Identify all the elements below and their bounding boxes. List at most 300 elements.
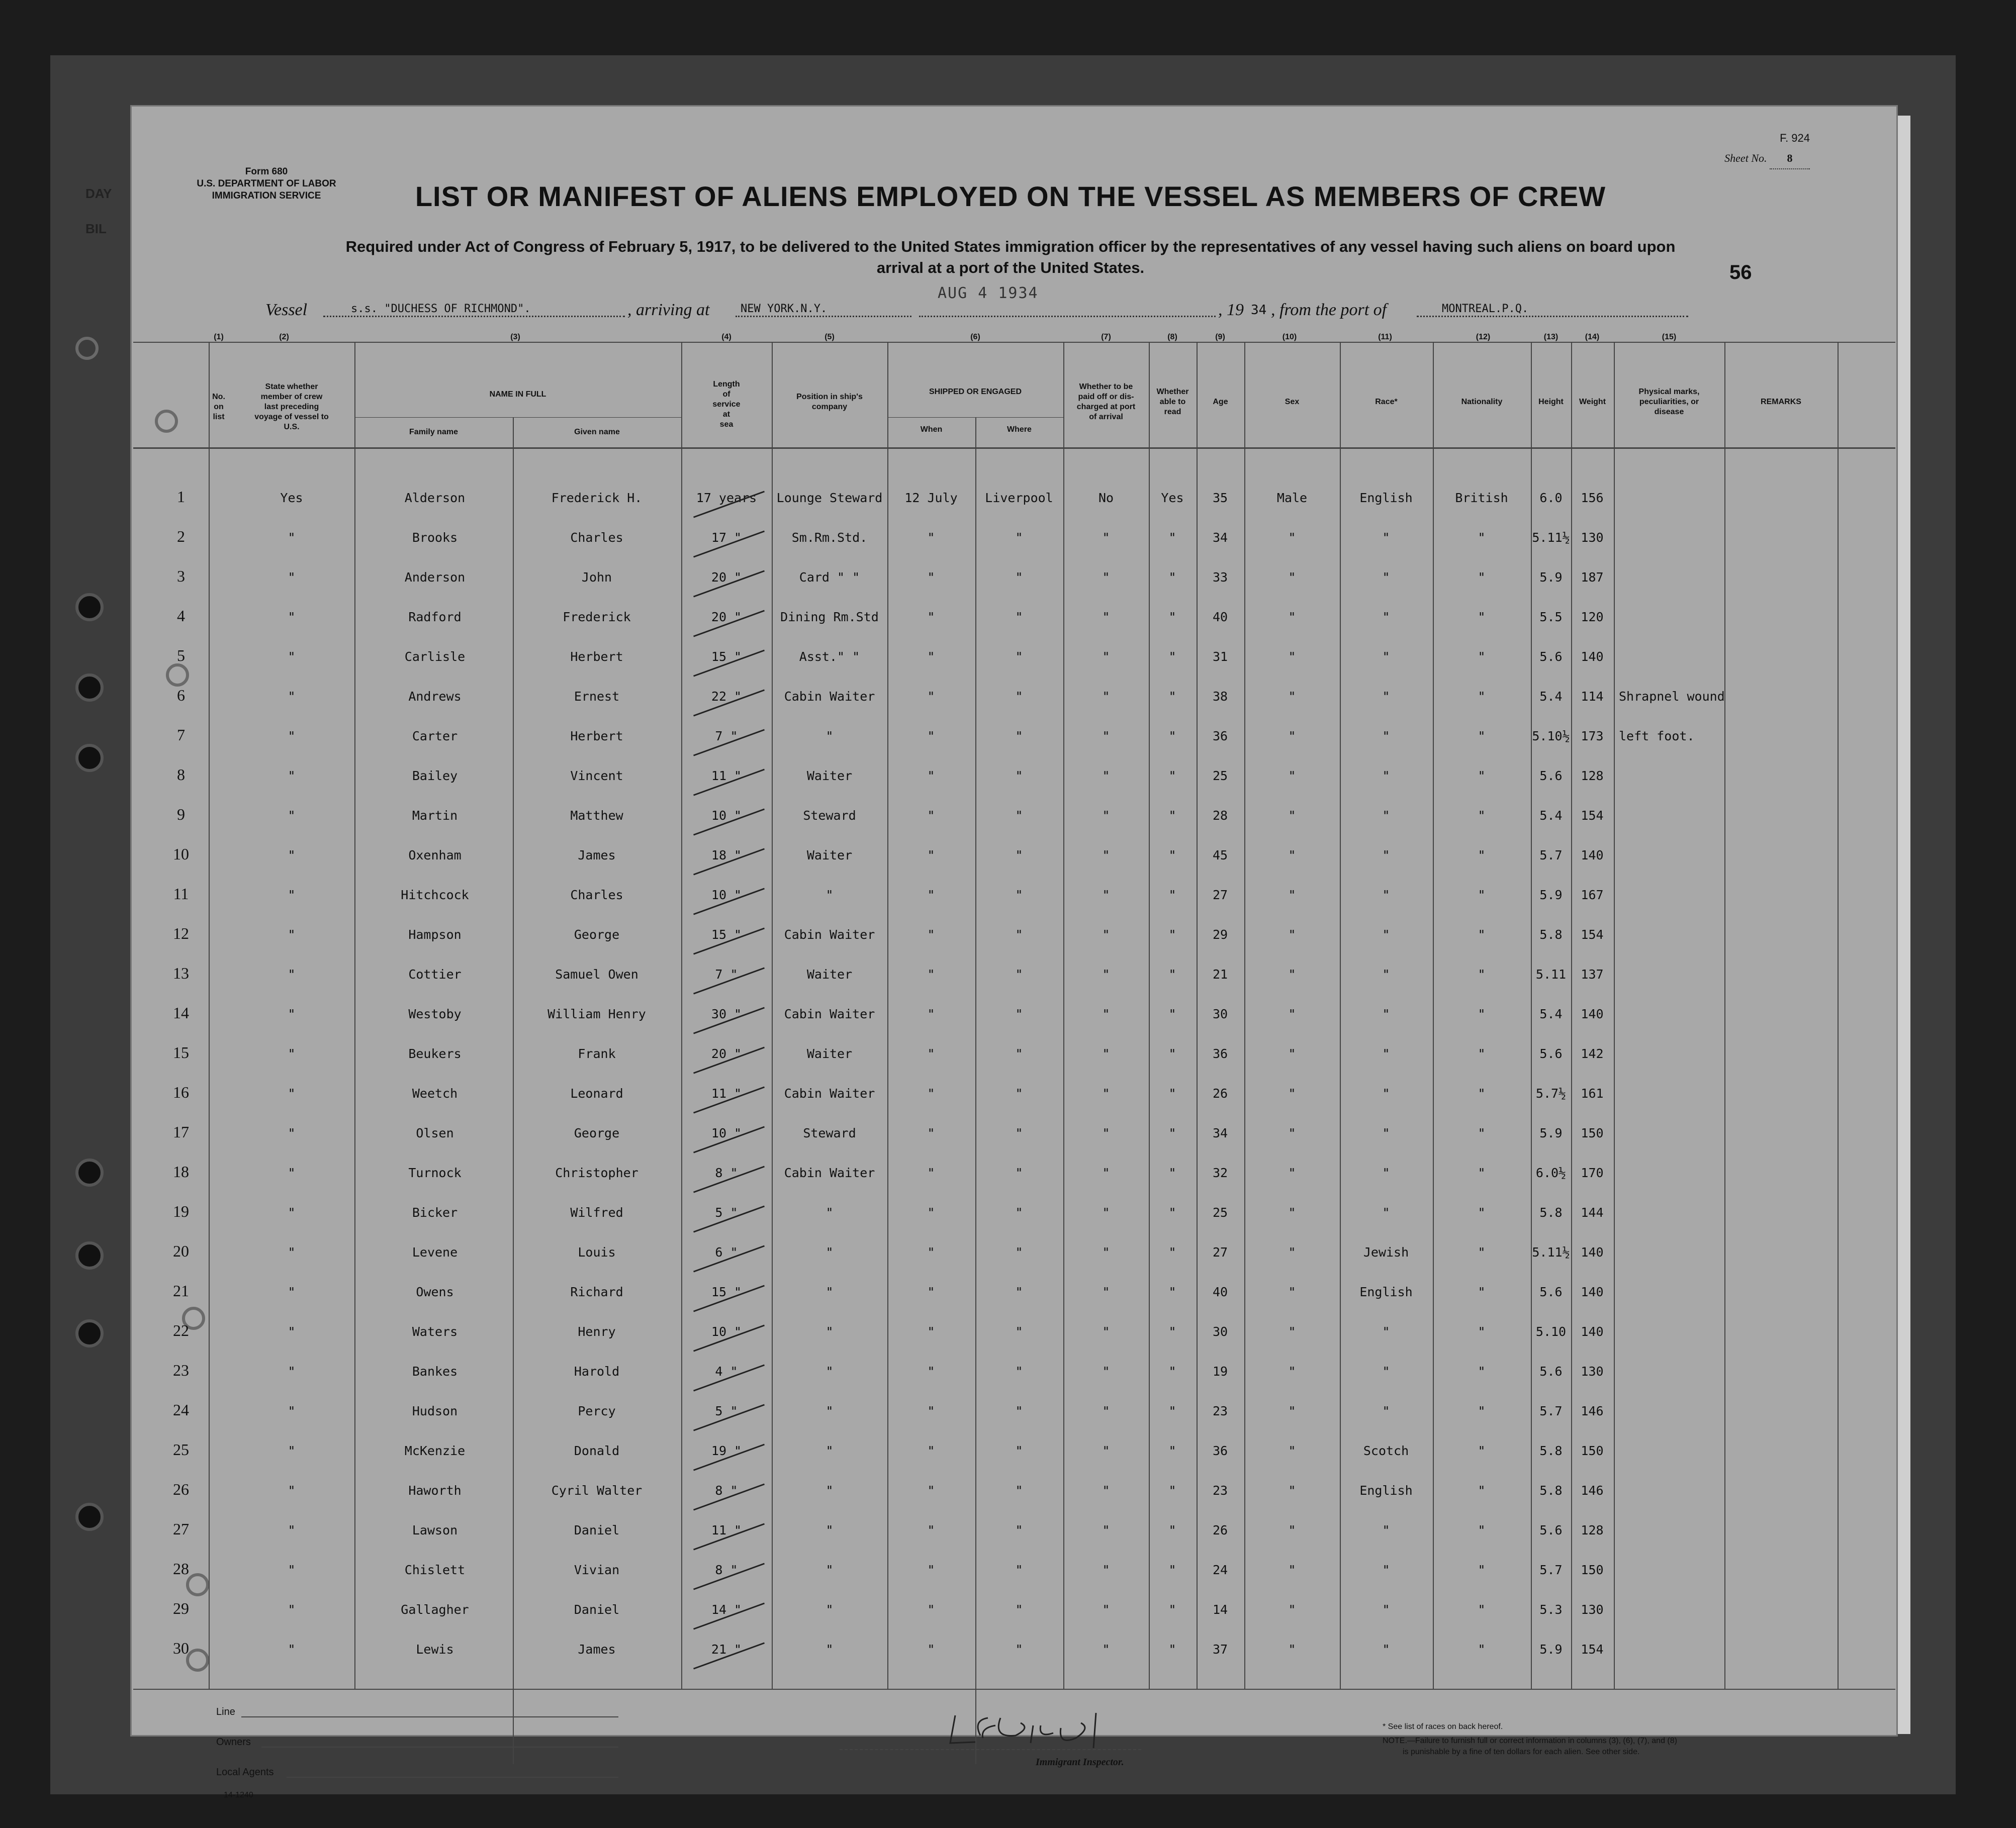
- cell-position: Sm.Rm.Std.: [791, 530, 868, 545]
- cell-when: ": [927, 1563, 935, 1577]
- cell-given: Daniel: [574, 1602, 620, 1617]
- cell-paid: ": [1102, 768, 1110, 783]
- cell-read: ": [1168, 1086, 1176, 1101]
- cell-no: 2: [177, 527, 185, 545]
- cell-height: 5.11½: [1532, 530, 1570, 545]
- vessel-label: Vessel: [265, 301, 308, 319]
- cell-no: 26: [173, 1480, 189, 1498]
- cell-family: Hampson: [408, 927, 462, 942]
- cell-no: 8: [177, 765, 185, 784]
- cell-service: 20 ": [711, 1046, 742, 1061]
- cell-sex: ": [1288, 1126, 1296, 1140]
- cell-race: ": [1382, 1086, 1390, 1101]
- cell-family: Bicker: [412, 1205, 458, 1220]
- col-num-14: (14): [1585, 333, 1600, 341]
- cell-age: 38: [1212, 689, 1228, 704]
- cell-where: ": [1015, 729, 1023, 743]
- cell-service: 7 ": [715, 967, 738, 982]
- binder-hole: [75, 1241, 104, 1270]
- cell-family: Hudson: [412, 1404, 458, 1418]
- cell-no: 16: [173, 1083, 189, 1101]
- col-num-7: (7): [1101, 333, 1111, 341]
- cell-family: Lawson: [412, 1523, 458, 1537]
- manifest-rows: [133, 342, 1895, 1689]
- penalty-note-2: is punishable by a fine of ten dollars for each alien. See other side.: [1403, 1748, 1640, 1756]
- cell-position: Dining Rm.Std: [780, 610, 879, 624]
- cell-sex: ": [1288, 1364, 1296, 1379]
- cell-state: ": [288, 1483, 296, 1498]
- cell-race: English: [1359, 491, 1413, 505]
- cell-no: 28: [173, 1560, 189, 1578]
- cell-given: James: [578, 848, 616, 862]
- cell-paid: ": [1102, 530, 1110, 545]
- cell-where: ": [1015, 888, 1023, 902]
- cell-race: ": [1382, 1364, 1390, 1379]
- cell-sex: ": [1288, 808, 1296, 823]
- cell-given: George: [574, 1126, 620, 1140]
- table-row: [133, 964, 1895, 1004]
- form-code: 14-1240: [224, 1791, 253, 1799]
- cell-paid: ": [1102, 1404, 1110, 1418]
- cell-service: 6 ": [715, 1245, 738, 1260]
- cell-no: 30: [173, 1639, 189, 1657]
- cell-race: Jewish: [1363, 1245, 1409, 1260]
- vessel-line: [265, 301, 1688, 321]
- cell-read: ": [1168, 848, 1176, 862]
- cell-race: ": [1382, 729, 1390, 743]
- cell-no: 18: [173, 1163, 189, 1181]
- cell-given: Vivian: [574, 1563, 620, 1577]
- cell-given: Ernest: [574, 689, 620, 704]
- cell-state: ": [288, 1205, 296, 1220]
- cell-service: 15 ": [711, 927, 742, 942]
- cell-age: 34: [1212, 530, 1228, 545]
- cell-where: ": [1015, 848, 1023, 862]
- cell-state: ": [288, 967, 296, 982]
- cell-service: 18 ": [711, 848, 742, 862]
- col-header-read: Whether able to read: [1156, 388, 1189, 416]
- cell-when: ": [927, 610, 935, 624]
- cell-when: ": [927, 1364, 935, 1379]
- cell-no: 1: [177, 488, 185, 506]
- cell-service: 10 ": [711, 808, 742, 823]
- cell-position: Waiter: [806, 768, 853, 783]
- cell-paid: ": [1102, 1205, 1110, 1220]
- binder-hole: [75, 1503, 104, 1531]
- cell-where: ": [1015, 1602, 1023, 1617]
- cell-where: ": [1015, 1364, 1023, 1379]
- cell-sex: ": [1288, 610, 1296, 624]
- cell-sex: ": [1288, 1166, 1296, 1180]
- cell-when: ": [927, 1007, 935, 1021]
- cell-nat: ": [1478, 1205, 1486, 1220]
- cell-family: Alderson: [404, 491, 466, 505]
- cell-read: ": [1168, 1285, 1176, 1299]
- table-row: [133, 1639, 1895, 1679]
- cell-read: ": [1168, 1166, 1176, 1180]
- cell-marks: Shrapnel wound: [1619, 689, 1725, 704]
- sheet-label: Sheet No.: [1724, 152, 1767, 164]
- local-agents-label: Local Agents: [216, 1767, 274, 1778]
- cell-family: Martin: [412, 808, 458, 823]
- cell-position: Waiter: [806, 967, 853, 982]
- cell-marks: left foot.: [1619, 729, 1695, 743]
- cell-sex: ": [1288, 1046, 1296, 1061]
- cell-sex: ": [1288, 1007, 1296, 1021]
- cell-where: ": [1015, 927, 1023, 942]
- cell-position: ": [826, 1364, 834, 1379]
- cell-service: 30 ": [711, 1007, 742, 1021]
- cell-paid: ": [1102, 888, 1110, 902]
- cell-where: ": [1015, 1483, 1023, 1498]
- cell-state: ": [288, 1245, 296, 1260]
- cell-nat: ": [1478, 1364, 1486, 1379]
- cell-family: Owens: [416, 1285, 454, 1299]
- cell-where: ": [1015, 967, 1023, 982]
- cell-race: ": [1382, 1563, 1390, 1577]
- cell-service: 21 ": [711, 1642, 742, 1657]
- cell-state: Yes: [280, 491, 303, 505]
- col-num-2: (2): [279, 333, 289, 341]
- table-row: [133, 646, 1895, 686]
- cell-no: 25: [173, 1440, 189, 1459]
- cell-weight: 140: [1581, 1285, 1604, 1299]
- cell-position: ": [826, 1404, 834, 1418]
- cell-state: ": [288, 1364, 296, 1379]
- cell-height: 5.10½: [1532, 729, 1570, 743]
- cell-nat: ": [1478, 1324, 1486, 1339]
- cell-read: Yes: [1161, 491, 1184, 505]
- cell-height: 5.7: [1539, 1563, 1563, 1577]
- cell-sex: ": [1288, 689, 1296, 704]
- cell-where: ": [1015, 1245, 1023, 1260]
- col-header-paid: Whether to be paid off or dis- charged at port of arrival: [1076, 382, 1136, 421]
- cell-position: ": [826, 1602, 834, 1617]
- cell-position: Steward: [803, 808, 856, 823]
- cell-where: ": [1015, 689, 1023, 704]
- cell-read: ": [1168, 967, 1176, 982]
- table-row: [133, 567, 1895, 607]
- cell-sex: ": [1288, 848, 1296, 862]
- page-number: 56: [1729, 261, 1752, 283]
- cell-read: ": [1168, 1007, 1176, 1021]
- cell-height: 5.8: [1539, 1483, 1563, 1498]
- cell-age: 34: [1212, 1126, 1228, 1140]
- cell-state: ": [288, 927, 296, 942]
- cell-no: 22: [173, 1321, 189, 1339]
- cell-age: 21: [1212, 967, 1228, 982]
- cell-where: ": [1015, 1007, 1023, 1021]
- cell-weight: 187: [1581, 570, 1604, 585]
- cell-race: ": [1382, 570, 1390, 585]
- cell-sex: ": [1288, 768, 1296, 783]
- cell-when: ": [927, 1642, 935, 1657]
- table-row: [133, 607, 1895, 646]
- cell-given: George: [574, 927, 620, 942]
- cell-service: 10 ": [711, 1126, 742, 1140]
- cell-given: Herbert: [570, 729, 623, 743]
- cell-given: Frank: [578, 1046, 616, 1061]
- cell-service: 17 ": [711, 530, 742, 545]
- cell-height: 5.9: [1539, 570, 1563, 585]
- cell-family: Weetch: [412, 1086, 458, 1101]
- cell-read: ": [1168, 888, 1176, 902]
- cell-where: ": [1015, 1126, 1023, 1140]
- cell-read: ": [1168, 808, 1176, 823]
- cell-family: Anderson: [404, 570, 466, 585]
- cell-weight: 140: [1581, 1324, 1604, 1339]
- cell-weight: 128: [1581, 1523, 1604, 1537]
- cell-when: ": [927, 1086, 935, 1101]
- cell-read: ": [1168, 649, 1176, 664]
- table-bottom-rule: [133, 1689, 1895, 1690]
- cell-race: ": [1382, 848, 1390, 862]
- cell-service: 15 ": [711, 649, 742, 664]
- cell-sex: ": [1288, 1086, 1296, 1101]
- cell-weight: 156: [1581, 491, 1604, 505]
- cell-service: 7 ": [715, 729, 738, 743]
- arriving-dotted-line: [736, 316, 911, 317]
- cell-age: 23: [1212, 1483, 1228, 1498]
- cell-height: 5.8: [1539, 927, 1563, 942]
- col-header-where: Where: [1007, 425, 1032, 434]
- cell-race: ": [1382, 967, 1390, 982]
- service-name: IMMIGRATION SERVICE: [212, 190, 321, 201]
- cell-where: ": [1015, 1444, 1023, 1458]
- cell-position: ": [826, 1483, 834, 1498]
- cell-race: Scotch: [1363, 1444, 1409, 1458]
- cell-sex: ": [1288, 1404, 1296, 1418]
- cell-state: ": [288, 1126, 296, 1140]
- cell-nat: ": [1478, 927, 1486, 942]
- cell-where: ": [1015, 649, 1023, 664]
- cell-position: Cabin Waiter: [784, 1007, 875, 1021]
- cell-age: 26: [1212, 1523, 1228, 1537]
- cell-when: ": [927, 1285, 935, 1299]
- sheet-number: 8: [1770, 148, 1810, 169]
- cell-family: Bailey: [412, 768, 458, 783]
- cell-paid: ": [1102, 1046, 1110, 1061]
- cell-age: 40: [1212, 610, 1228, 624]
- cell-sex: ": [1288, 1245, 1296, 1260]
- cell-paid: ": [1102, 808, 1110, 823]
- cell-when: ": [927, 967, 935, 982]
- date-dotted-line: [919, 316, 1216, 317]
- cell-height: 5.6: [1539, 768, 1563, 783]
- cell-sex: ": [1288, 1324, 1296, 1339]
- cell-paid: ": [1102, 689, 1110, 704]
- cell-where: ": [1015, 1324, 1023, 1339]
- cell-read: ": [1168, 689, 1176, 704]
- penalty-note-1: NOTE.—Failure to furnish full or correct information in columns (3), (6), (7), and (8): [1383, 1737, 1677, 1745]
- cell-family: Chislett: [404, 1563, 466, 1577]
- cell-position: ": [826, 1563, 834, 1577]
- cell-no: 15: [173, 1043, 189, 1062]
- file-sheet-block: [1659, 128, 1810, 169]
- cell-service: 14 ": [711, 1602, 742, 1617]
- cell-nat: ": [1478, 649, 1486, 664]
- cell-given: Charles: [570, 530, 623, 545]
- cell-when: ": [927, 1205, 935, 1220]
- cell-nat: ": [1478, 888, 1486, 902]
- cell-position: Card " ": [799, 570, 860, 585]
- cell-nat: ": [1478, 729, 1486, 743]
- date-stamp: AUG 4 1934: [938, 284, 1039, 302]
- cell-given: James: [578, 1642, 616, 1657]
- cell-family: Radford: [408, 610, 462, 624]
- cell-paid: ": [1102, 1245, 1110, 1260]
- cell-given: Richard: [570, 1285, 623, 1299]
- cell-weight: 170: [1581, 1166, 1604, 1180]
- cell-age: 33: [1212, 570, 1228, 585]
- cell-paid: ": [1102, 1523, 1110, 1537]
- cell-race: ": [1382, 1523, 1390, 1537]
- cell-state: ": [288, 1166, 296, 1180]
- cell-no: 5: [177, 646, 185, 664]
- table-row: [133, 1282, 1895, 1321]
- cell-weight: 130: [1581, 530, 1604, 545]
- cell-service: 11 ": [711, 1086, 742, 1101]
- cell-state: ": [288, 1285, 296, 1299]
- cell-sex: ": [1288, 927, 1296, 942]
- cell-family: Brooks: [412, 530, 458, 545]
- cell-sex: ": [1288, 530, 1296, 545]
- cell-weight: 120: [1581, 610, 1604, 624]
- cell-when: ": [927, 1483, 935, 1498]
- cell-family: Cottier: [408, 967, 462, 982]
- cell-given: Christopher: [555, 1166, 638, 1180]
- cell-family: Carter: [412, 729, 458, 743]
- cell-read: ": [1168, 610, 1176, 624]
- cell-nat: ": [1478, 1126, 1486, 1140]
- cell-service: 11 ": [711, 1523, 742, 1537]
- year-label: , 19: [1218, 301, 1244, 319]
- cell-position: ": [826, 888, 834, 902]
- cell-service: 8 ": [715, 1166, 738, 1180]
- cell-position: ": [826, 1324, 834, 1339]
- sheet-number-line: [1659, 148, 1810, 169]
- from-port: MONTREAL.P.Q.: [1442, 303, 1529, 315]
- cell-read: ": [1168, 1324, 1176, 1339]
- cell-paid: ": [1102, 1126, 1110, 1140]
- cell-height: 5.9: [1539, 888, 1563, 902]
- cell-position: ": [826, 1285, 834, 1299]
- cell-paid: ": [1102, 848, 1110, 862]
- cell-when: ": [927, 927, 935, 942]
- cell-given: John: [581, 570, 612, 585]
- cell-no: 20: [173, 1242, 189, 1260]
- department-name: U.S. DEPARTMENT OF LABOR: [197, 178, 336, 189]
- year-value: 34: [1251, 303, 1267, 318]
- cell-state: ": [288, 1523, 296, 1537]
- file-number: F. 924: [1780, 132, 1810, 144]
- cell-height: 5.8: [1539, 1205, 1563, 1220]
- cell-height: 5.6: [1539, 1046, 1563, 1061]
- cell-state: ": [288, 1602, 296, 1617]
- cell-weight: 154: [1581, 1642, 1604, 1657]
- cell-nat: ": [1478, 967, 1486, 982]
- cell-state: ": [288, 1444, 296, 1458]
- cell-state: ": [288, 1046, 296, 1061]
- inspector-signature-line: [840, 1749, 1141, 1750]
- cell-paid: ": [1102, 1444, 1110, 1458]
- cell-nat: ": [1478, 530, 1486, 545]
- cell-read: ": [1168, 1364, 1176, 1379]
- cell-read: ": [1168, 530, 1176, 545]
- cell-weight: 140: [1581, 848, 1604, 862]
- cell-no: 23: [173, 1361, 189, 1379]
- cell-height: 5.5: [1539, 610, 1563, 624]
- col-header-race: Race*: [1375, 398, 1398, 406]
- cell-read: ": [1168, 1444, 1176, 1458]
- cell-paid: ": [1102, 1086, 1110, 1101]
- cell-weight: 142: [1581, 1046, 1604, 1061]
- cell-age: 36: [1212, 1444, 1228, 1458]
- col-header-family: Family name: [409, 428, 458, 436]
- cell-nat: ": [1478, 570, 1486, 585]
- cell-paid: ": [1102, 610, 1110, 624]
- col-num-8: (8): [1167, 333, 1177, 341]
- cell-where: ": [1015, 1563, 1023, 1577]
- cell-where: ": [1015, 808, 1023, 823]
- cell-no: 29: [173, 1599, 189, 1617]
- cell-nat: ": [1478, 1523, 1486, 1537]
- cell-weight: 140: [1581, 1007, 1604, 1021]
- cell-family: Olsen: [416, 1126, 454, 1140]
- cell-when: ": [927, 1046, 935, 1061]
- cell-state: ": [288, 1007, 296, 1021]
- cell-read: ": [1168, 1523, 1176, 1537]
- cell-service: 10 ": [711, 888, 742, 902]
- cell-sex: ": [1288, 888, 1296, 902]
- cell-race: English: [1359, 1285, 1413, 1299]
- arriving-port: NEW YORK.N.Y.: [741, 303, 828, 315]
- cell-read: ": [1168, 1245, 1176, 1260]
- cell-weight: 144: [1581, 1205, 1604, 1220]
- table-row: [133, 1401, 1895, 1440]
- cell-nat: ": [1478, 1602, 1486, 1617]
- cell-given: Leonard: [570, 1086, 623, 1101]
- cell-family: Turnock: [408, 1166, 462, 1180]
- cell-family: Gallagher: [401, 1602, 469, 1617]
- cell-where: ": [1015, 1046, 1023, 1061]
- col-header-age: Age: [1213, 398, 1228, 406]
- cell-no: 7: [177, 726, 185, 744]
- cell-service: 5 ": [715, 1404, 738, 1418]
- inspector-signature: [945, 1708, 1156, 1753]
- cell-age: 32: [1212, 1166, 1228, 1180]
- cell-age: 28: [1212, 808, 1228, 823]
- cell-position: ": [826, 1205, 834, 1220]
- cell-no: 6: [177, 686, 185, 704]
- cell-position: Cabin Waiter: [784, 689, 875, 704]
- cell-read: ": [1168, 729, 1176, 743]
- cell-family: Hitchcock: [401, 888, 469, 902]
- cell-service: 22 ": [711, 689, 742, 704]
- cell-state: ": [288, 1642, 296, 1657]
- binder-hole: [75, 1319, 104, 1348]
- cell-nat: British: [1455, 491, 1508, 505]
- cell-family: Oxenham: [408, 848, 462, 862]
- cell-nat: ": [1478, 768, 1486, 783]
- cell-sex: ": [1288, 1285, 1296, 1299]
- cell-state: ": [288, 570, 296, 585]
- table-row: [133, 726, 1895, 765]
- cell-when: ": [927, 808, 935, 823]
- cell-age: 29: [1212, 927, 1228, 942]
- cell-family: Haworth: [408, 1483, 462, 1498]
- cell-state: ": [288, 888, 296, 902]
